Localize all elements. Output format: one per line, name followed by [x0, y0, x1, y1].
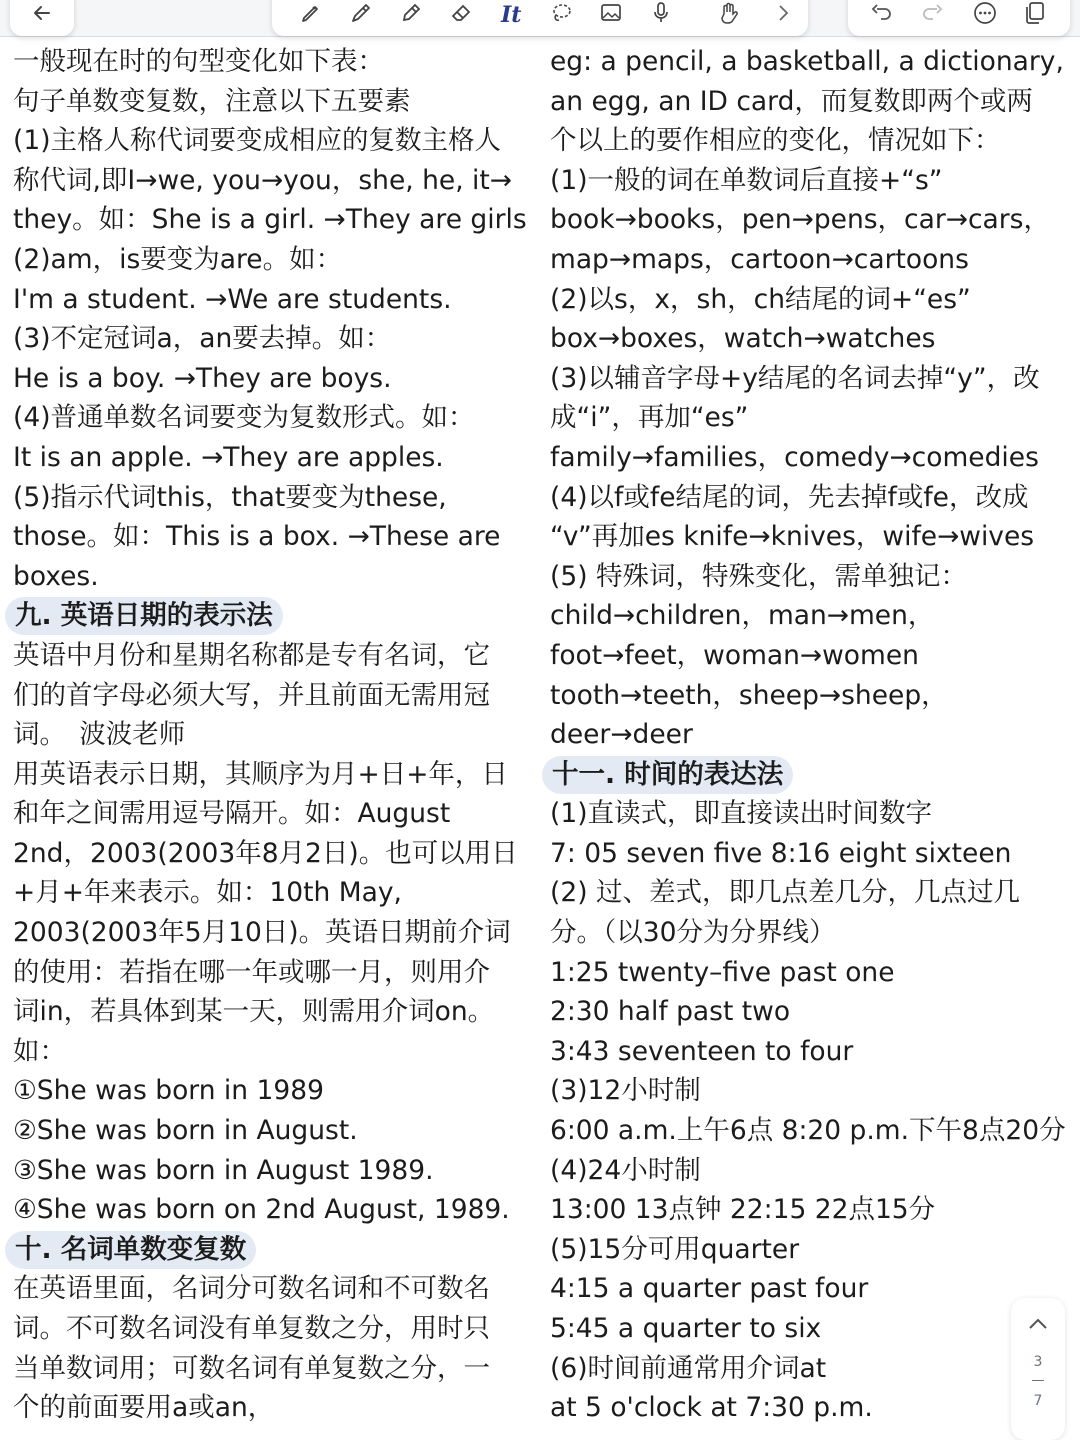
text-line: ①She was born in 1989: [13, 1075, 324, 1107]
pages-icon[interactable]: [1018, 0, 1052, 26]
text-line: 成“i”，再加“es”: [550, 402, 749, 434]
svg-text:It: It: [501, 2, 522, 26]
text-line: foot→feet，woman→women: [550, 639, 919, 671]
text-line: ②She was born in August.: [13, 1115, 358, 1147]
pencil-icon[interactable]: [344, 0, 378, 26]
text-line: 的使用：若指在哪一年或哪一月，则用介: [13, 956, 490, 988]
heading-text: 九. 英语日期的表示法: [5, 597, 283, 635]
undo-icon[interactable]: [864, 0, 898, 26]
text-line: 6:00 a.m.上午6点 8:20 p.m.下午8点20分: [550, 1115, 1066, 1147]
text-line: ③She was born in August 1989.: [13, 1154, 434, 1186]
hand-icon[interactable]: [712, 0, 746, 26]
text-line: tooth→teeth，sheep→sheep，: [550, 679, 948, 711]
heading-text: 十. 名词单数变复数: [5, 1231, 256, 1269]
text-line: (2)am，is要变为are。如：: [13, 243, 343, 275]
text-line: 当单数词用；可数名词有单复数之分，一: [13, 1352, 490, 1384]
text-line: at 5 o'clock at 7:30 p.m.: [550, 1392, 873, 1424]
text-line: 3:43 seventeen to four: [550, 1035, 854, 1067]
text-line: (4)24小时制: [550, 1154, 701, 1186]
back-button-group: [10, 0, 74, 36]
pen-icon[interactable]: [294, 0, 328, 26]
text-line: 用英语表示日期，其顺序为月+日+年，日: [13, 758, 508, 790]
text-line: 们的首字母必须大写，并且前面无需用冠: [13, 679, 490, 711]
text-line: those。如：This is a box. →These are: [13, 521, 501, 553]
section-heading: [550, 755, 1075, 795]
text-line: 分。（以30分为分界线）: [550, 917, 836, 949]
text-line: (4)普通单数名词要变为复数形式。如：: [13, 402, 475, 434]
text-line: (5)15分可用quarter: [550, 1233, 800, 1265]
text-line: (1)主格人称代词要变成相应的复数主格人: [13, 125, 502, 157]
page-indicator: [1011, 1298, 1065, 1440]
text-line: (4)以f或fe结尾的词，先去掉f或fe，改成: [550, 481, 1029, 513]
text-line: boxes.: [13, 560, 99, 592]
text-line: 13:00 13点钟 22:15 22点15分: [550, 1194, 936, 1226]
section-heading: [13, 596, 538, 636]
text-line: 7: 05 seven five 8:16 eight sixteen: [550, 837, 1012, 869]
text-line: child→children，man→men，: [550, 600, 935, 632]
text-line: (5) 特殊词，特殊变化，需单独记：: [550, 560, 967, 592]
text-line: map→maps，cartoon→cartoons: [550, 243, 969, 275]
text-line: (1)一般的词在单数词后直接+“s”: [550, 164, 943, 196]
highlighter-icon[interactable]: [394, 0, 428, 26]
text-line: (3)不定冠词a，an要去掉。如：: [13, 323, 392, 355]
text-line: an egg, an ID card，而复数即两个或两: [550, 85, 1033, 117]
text-line: 称代词,即I→we, you→you，she, he, it→: [13, 164, 513, 196]
text-line: 个的前面要用a或an，: [13, 1392, 275, 1424]
top-toolbar: [0, 0, 1080, 37]
text-line: (2) 过、差式，即几点差几分，几点过几: [550, 877, 1020, 909]
text-line: 一般现在时的句型变化如下表：: [13, 46, 384, 77]
text-line: box→boxes，watch→watches: [550, 323, 936, 355]
text-line: 5:45 a quarter to six: [550, 1313, 822, 1344]
redo-icon[interactable]: [916, 0, 950, 26]
text-line: “v”再加es knife→knives，wife→wives: [550, 521, 1035, 553]
text-line: deer→deer: [550, 719, 693, 751]
more-options-icon[interactable]: [968, 0, 1002, 26]
text-line: they。如：She is a girl. →They are girls: [13, 204, 527, 236]
left-column: [13, 42, 538, 1428]
microphone-icon[interactable]: [644, 0, 678, 26]
text-line: He is a boy. →They are boys.: [13, 362, 392, 394]
heading-text: 十一. 时间的表达法: [542, 756, 793, 794]
section-heading: [13, 1230, 538, 1270]
text-line: 4:15 a quarter past four: [550, 1273, 869, 1305]
right-column: [550, 42, 1075, 1428]
page-separator: [1032, 1380, 1044, 1381]
text-line: (5)指示代词this，that要变为these,: [13, 481, 447, 513]
text-line: 2003(2003年5月10日)。英语日期前介词: [13, 917, 511, 949]
text-line: 英语中月份和星期名称都是专有名词，它: [13, 639, 490, 671]
text-line: (3)以辅音字母+y结尾的名词去掉“y”，改: [550, 362, 1040, 394]
back-arrow-icon[interactable]: [25, 0, 59, 26]
page-up-icon[interactable]: [1025, 1314, 1051, 1334]
text-line: ④She was born on 2nd August, 1989.: [13, 1194, 510, 1226]
text-line: 在英语里面，名词分可数名词和不可数名: [13, 1273, 490, 1305]
actions-group: [848, 0, 1070, 36]
lasso-icon[interactable]: [544, 0, 578, 26]
text-line: 和年之间需用逗号隔开。如：August: [13, 798, 451, 830]
text-line: +月+年来表示。如：10th May,: [13, 877, 402, 909]
text-line: 句子单数变复数，注意以下五要素: [13, 85, 411, 117]
text-line: (6)时间前通常用介词at: [550, 1352, 827, 1384]
text-line: 词。 波波老师: [13, 719, 186, 751]
text-line: It is an apple. →They are apples.: [13, 441, 444, 473]
text-line: 1:25 twenty–five past one: [550, 956, 895, 988]
eraser-icon[interactable]: [444, 0, 478, 26]
total-pages-number: 7: [1033, 1393, 1043, 1409]
text-tool-icon[interactable]: [494, 0, 528, 26]
text-line: family→families，comedy→comedies: [550, 441, 1039, 473]
drawing-tools-group: [272, 0, 808, 36]
text-line: (2)以s，x，sh，ch结尾的词+“es”: [550, 283, 971, 315]
text-line: 如：: [13, 1035, 66, 1067]
text-line: 词in，若具体到某一天，则需用介词on。: [13, 996, 495, 1028]
text-line: 个以上的要作相应的变化，情况如下：: [550, 125, 1001, 157]
text-line: book→books，pen→pens，car→cars，: [550, 204, 1050, 236]
text-line: I'm a student. →We are students.: [13, 283, 452, 315]
chevron-right-icon[interactable]: [766, 0, 800, 26]
text-line: (3)12小时制: [550, 1075, 701, 1107]
current-page-number: 3: [1033, 1354, 1043, 1370]
text-line: eg: a pencil, a basketball, a dictionary,: [550, 46, 1064, 77]
image-icon[interactable]: [594, 0, 628, 26]
text-line: 词。不可数名词没有单复数之分，用时只: [13, 1313, 490, 1344]
text-line: 2:30 half past two: [550, 996, 791, 1028]
text-line: (1)直读式，即直接读出时间数字: [550, 798, 933, 830]
text-line: 2nd，2003(2003年8月2日)。也可以用日: [13, 837, 518, 869]
